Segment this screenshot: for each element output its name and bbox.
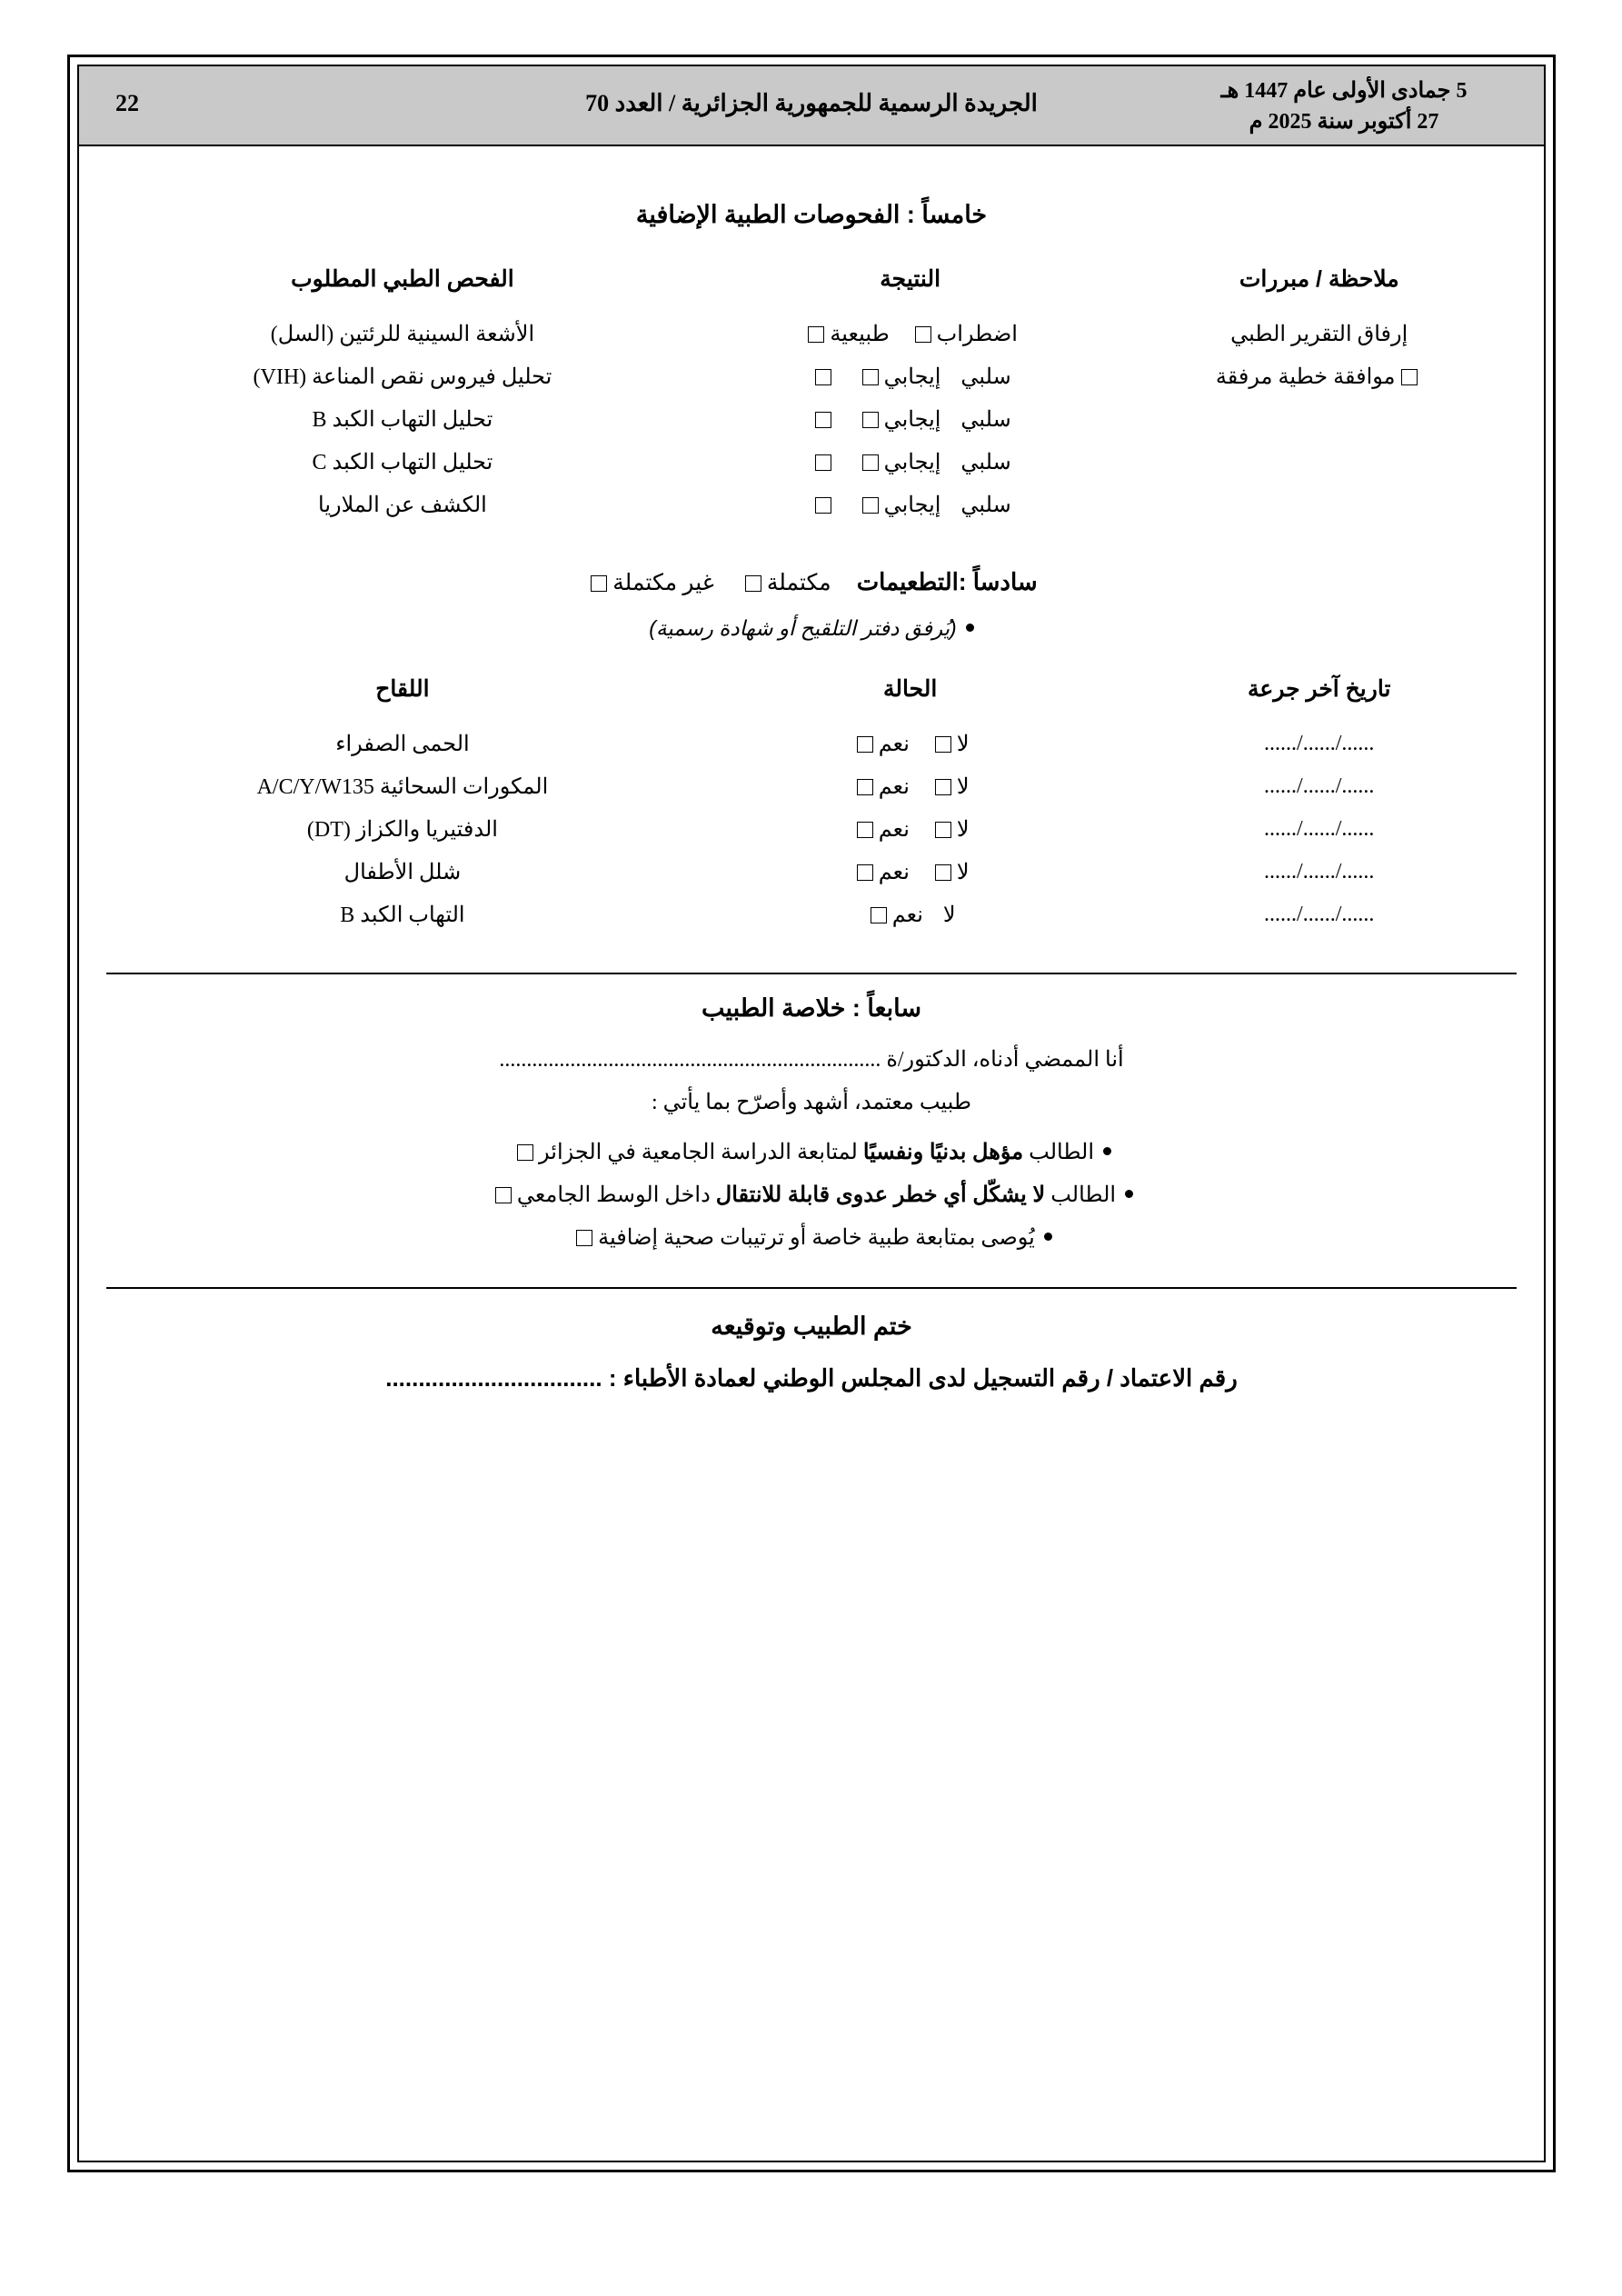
result-option [810,365,837,390]
declaration-pre: الطالب [1045,1183,1117,1207]
exam-note-cell [1121,313,1517,355]
exam-name-cell: الكشف عن الملاريا [318,494,487,517]
col-header-vaccine: اللقاح [375,676,430,702]
table-row [106,484,1517,526]
checkbox-icon[interactable] [815,369,831,385]
state-option-label: لا [956,775,970,799]
vaccination-incomplete-label: غير مكتملة [612,571,714,595]
exam-note-text: موافقة خطية مرفقة [1215,365,1396,389]
table-row [106,355,1517,398]
col-header-note: ملاحظة / مبررات [1239,266,1399,292]
vaccine-name-cell: التهاب الكبد B [340,903,465,927]
page-inner-border [77,65,1546,2162]
table-row [106,398,1517,441]
checkbox-icon[interactable] [517,1144,533,1161]
result-option [910,321,1018,347]
state-option-label: نعم [878,818,910,842]
state-option-label: نعم [878,861,910,884]
exam-note-cell [1121,355,1517,398]
vaccine-date-cell[interactable]: ....../....../...... [1264,860,1375,883]
result-option-label: طبيعية [830,323,890,346]
vaccine-state-cell [699,723,1122,765]
header-page-number: 22 [115,90,139,116]
result-option [857,364,941,390]
state-option-yes [865,902,923,928]
result-option [857,406,941,433]
result-option-label: سلبي [960,494,1011,517]
state-option-label: لا [956,818,970,842]
checkbox-icon[interactable] [915,326,931,343]
declaration-bold: لا يشكّل أي خطر عدوى قابلة للانتقال [715,1183,1046,1207]
col-header-state: الحالة [882,676,938,702]
checkbox-icon[interactable] [935,779,951,795]
result-option-label: اضطراب [936,323,1018,346]
result-option [960,364,1010,390]
state-option-label: لا [942,903,956,927]
doctor-name-field[interactable]: ...................................................................... [499,1048,881,1072]
bullet-icon [1125,1190,1133,1198]
state-option-label: لا [956,733,970,756]
exam-result-cell [699,313,1122,355]
header-journal-title: الجريدة الرسمية للجمهورية الجزائرية / العدد 70 [585,90,1038,116]
section-six-note-line [106,616,1517,641]
state-option-label: نعم [891,903,923,927]
divider-line [106,1287,1517,1289]
state-option-yes [851,731,910,757]
result-option-label: سلبي [960,408,1011,432]
state-option-no [930,859,970,885]
declaration-post: داخل الوسط الجامعي [516,1183,716,1207]
result-option-label: إيجابي [883,408,941,432]
state-option-yes [851,816,910,843]
table-header-row [106,260,1517,313]
result-option [802,321,889,347]
result-option-label: إيجابي [883,365,941,389]
checkbox-icon[interactable] [815,454,831,471]
result-option [857,492,941,518]
vaccine-state-cell [699,808,1122,851]
vaccine-name-cell: الدفتيريا والكزاز (DT) [306,818,498,842]
section-seven-title: سابعاً : خلاصة الطبيب [702,994,921,1022]
vaccine-name-cell: شلل الأطفال [343,861,462,884]
result-option [960,406,1010,433]
result-option [810,494,837,518]
exam-name-cell: الأشعة السينية للرئتين (السل) [270,323,535,346]
doctor-name-label: أنا الممضي أدناه، الدكتور/ة [886,1048,1124,1072]
stamp-section-title: ختم الطبيب وتوقيعه [711,1313,912,1340]
table-row [106,851,1517,893]
checkbox-icon[interactable] [935,822,951,838]
vaccine-state-cell [699,893,1122,936]
section-six-title: التطعيمات [856,568,959,595]
col-header-result: النتيجة [880,266,941,292]
result-option [960,492,1010,518]
checkbox-icon[interactable] [815,412,831,428]
divider-line [106,973,1517,974]
bullet-icon [966,624,974,632]
vaccine-date-cell[interactable]: ....../....../...... [1264,903,1375,926]
doctor-declaration-intro: طبيب معتمد، أشهد وأصرّح بما يأتي : [651,1091,972,1114]
state-option-yes [851,859,910,885]
checkbox-icon[interactable] [862,369,879,385]
table-row [106,893,1517,936]
exam-name-cell: تحليل التهاب الكبد B [312,408,493,432]
checkbox-icon[interactable] [495,1187,512,1203]
checkbox-icon[interactable] [935,864,951,881]
list-item [106,1224,1517,1251]
table-row [106,441,1517,484]
state-option-yes [851,774,910,800]
state-option-no [930,816,970,843]
registration-line [106,1364,1517,1393]
bullet-icon [1044,1233,1052,1241]
registration-label: رقم الاعتماد / رقم التسجيل لدى المجلس الوطني لعمادة الأطباء : [608,1364,1238,1392]
result-option-label: إيجابي [883,451,941,474]
table-row [106,313,1517,355]
state-option-no [930,731,970,757]
exam-note-cell [1121,484,1517,526]
result-option [857,449,941,475]
exam-note-text: إرفاق التقرير الطبي [1230,323,1408,346]
page-outer-border [67,55,1556,2172]
state-option-label: نعم [878,775,910,799]
exam-name-cell: تحليل فيروس نقص المناعة (VIH) [253,365,552,389]
vaccine-state-cell [699,765,1122,808]
state-option-no [930,774,970,800]
exam-note-cell [1121,441,1517,484]
additional-exams-table [106,260,1517,526]
checkbox-icon[interactable] [862,497,879,514]
checkbox-icon[interactable] [815,497,831,514]
vaccine-date-cell[interactable]: ....../....../...... [1264,817,1375,841]
checkbox-icon[interactable] [591,575,607,592]
section-six-header [106,568,1517,596]
exam-result-cell [699,398,1122,441]
list-item [106,1182,1517,1208]
exam-result-cell [699,484,1122,526]
exam-result-cell [699,355,1122,398]
vaccine-date-cell[interactable]: ....../....../...... [1264,774,1375,798]
checkbox-icon[interactable] [808,326,824,343]
checkbox-icon[interactable] [857,864,873,881]
table-row [106,808,1517,851]
col-header-last-dose: تاريخ آخر جرعة [1248,676,1391,702]
vaccine-state-cell [699,851,1122,893]
checkbox-icon[interactable] [857,822,873,838]
page-content [106,154,1517,2151]
checkbox-icon[interactable] [871,907,887,923]
exam-note-cell [1121,398,1517,441]
section-five-title: خامساً : الفحوصات الطبية الإضافية [635,201,988,228]
checkbox-icon[interactable] [1401,369,1418,385]
result-option-label: إيجابي [883,494,941,517]
exam-result-cell [699,441,1122,484]
state-option-label: لا [956,861,970,884]
result-option-label: سلبي [960,451,1011,474]
vaccination-table [106,670,1517,936]
vaccine-name-cell: الحمى الصفراء [335,733,470,756]
header-hijri-date: 5 جمادى الأولى عام 1447 هـ [1220,79,1468,103]
state-option-label: نعم [878,733,910,756]
result-option [810,408,837,433]
checkbox-icon[interactable] [745,575,761,592]
page-header [79,66,1544,146]
checkbox-icon[interactable] [857,736,873,753]
checkbox-icon[interactable] [935,736,951,753]
checkbox-icon[interactable] [862,412,879,428]
declaration-bold: مؤهل بدنيًا ونفسيًا [862,1140,1024,1164]
table-row [106,723,1517,765]
section-six-label: سادساً : [958,568,1038,595]
list-item [106,1139,1517,1165]
declaration-pre: يُوصى بمتابعة طبية خاصة أو ترتيبات صحية إضافية [598,1226,1035,1250]
checkbox-icon[interactable] [576,1230,592,1246]
doctor-name-line [106,1046,1517,1073]
result-option [810,451,837,475]
table-row [106,765,1517,808]
declaration-pre: الطالب [1023,1141,1094,1164]
checkbox-icon[interactable] [857,779,873,795]
doctor-declaration-list [106,1139,1517,1251]
table-header-row [106,670,1517,723]
checkbox-icon[interactable] [862,454,879,471]
vaccine-date-cell[interactable]: ....../....../...... [1264,732,1375,755]
vaccination-complete-label: مكتملة [766,571,831,595]
result-option [960,449,1010,475]
col-header-exam: الفحص الطبي المطلوب [291,266,514,292]
bullet-icon [1103,1147,1111,1155]
result-option-label: سلبي [960,365,1011,389]
registration-field[interactable]: ................................. [385,1364,602,1392]
section-six-note: (يُرفق دفتر التلقيح أو شهادة رسمية) [649,616,957,640]
state-option-no [943,902,956,928]
vaccine-name-cell: المكورات السحائية A/C/Y/W135 [256,775,549,799]
exam-name-cell: تحليل التهاب الكبد C [312,451,493,474]
header-gregorian-date: 27 أكتوبر سنة 2025 م [1249,110,1439,134]
declaration-post: لمتابعة الدراسة الجامعية في الجزائر [539,1141,863,1164]
